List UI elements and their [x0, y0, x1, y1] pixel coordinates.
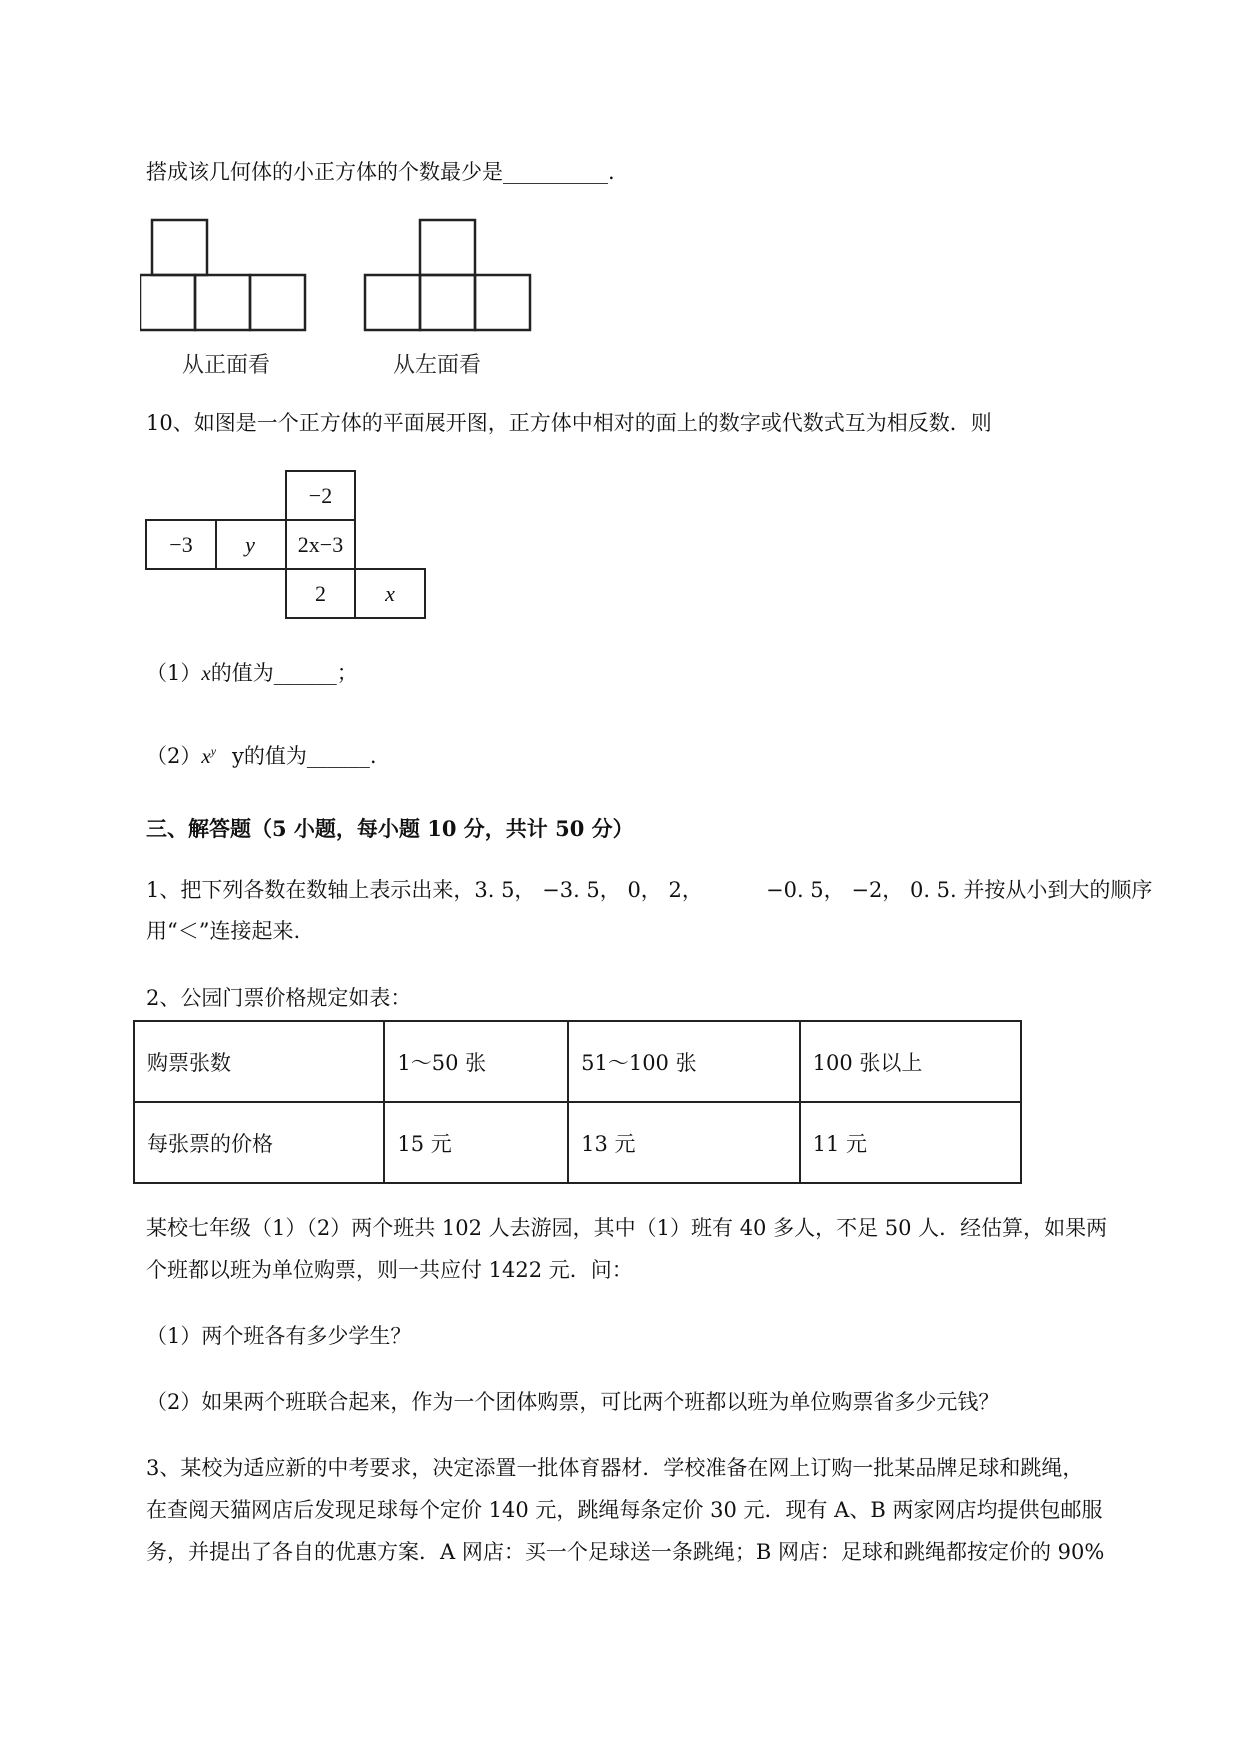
problem-2-body-line-1: 某校七年级（1）（2）两个班共 102 人去游园，其中（1）班有 40 多人，不足 50 人．经估算，如果两 [146, 1216, 1108, 1240]
problem-3-line-1: 3、某校为适应新的中考要求，决定添置一批体育器材．学校准备在网上订购一批某品牌足球和跳绳， [146, 1456, 1084, 1480]
net-cell-y: y [215, 519, 287, 570]
problem-1-line-1a: 1、把下列各数在数轴上表示出来，3. 5， −3. 5， 0， 2， [146, 878, 703, 902]
sub-label: （2） [146, 744, 202, 768]
answer-blank: __________ [503, 160, 608, 184]
left-view [365, 220, 530, 330]
question-text-continued [146, 156, 615, 188]
table-cell: 每张票的价格 [134, 1102, 384, 1183]
sub-question-2 [146, 735, 377, 772]
table-cell: 1～50 张 [384, 1021, 568, 1102]
three-view-diagram [140, 210, 560, 385]
problem-1-line-1b: −0. 5， −2， 0. 5. 并按从小到大的顺序 [766, 878, 1153, 902]
table-cell: 51～100 张 [568, 1021, 800, 1102]
front-view [140, 220, 305, 330]
problem-3-line-3: 务，并提出了各自的优惠方案．A 网店：买一个足球送一条跳绳；B 网店：足球和跳绳都按定价的 90% [146, 1540, 1105, 1564]
table-cell: 15 元 [384, 1102, 568, 1183]
table-row [134, 1102, 1021, 1183]
problem-2-intro: 2、公园门票价格规定如表： [146, 986, 412, 1010]
sub-label: （1） [146, 661, 202, 685]
net-cell-left: −3 [145, 519, 217, 570]
exponent: y [210, 744, 217, 758]
table-cell: 购票张数 [134, 1021, 384, 1102]
period: . [608, 160, 615, 184]
table-row [134, 1021, 1021, 1102]
table-cell: 100 张以上 [800, 1021, 1021, 1102]
sub-text: 的值为______； [210, 661, 358, 685]
question-10-text: 10、如图是一个正方体的平面展开图，正方体中相对的面上的数字或代数式互为相反数．则 [146, 411, 992, 435]
section-heading: 三、解答题（5 小题，每小题 10 分，共计 50 分） [146, 816, 634, 841]
left-view-label: 从左面看 [393, 353, 482, 378]
table-cell: 11 元 [800, 1102, 1021, 1183]
variable-x: x [201, 661, 211, 685]
net-cell-center: 2x−3 [285, 519, 356, 570]
sub-text: y的值为______. [232, 744, 377, 768]
sub-question-1 [146, 657, 358, 689]
front-view-label: 从正面看 [182, 353, 271, 378]
price-table [133, 1020, 1022, 1184]
question-text: 搭成该几何体的小正方体的个数最少是 [146, 160, 503, 184]
problem-1-line-2: 用“＜”连接起来. [146, 919, 301, 943]
problem-2-body-line-2: 个班都以班为单位购票，则一共应付 1422 元．问： [146, 1258, 633, 1282]
variable-x: x [201, 744, 211, 768]
net-cell-x: x [354, 568, 426, 619]
problem-2-question-1: （1）两个班各有多少学生？ [146, 1324, 412, 1348]
table-cell: 13 元 [568, 1102, 800, 1183]
problem-3-line-2: 在查阅天猫网店后发现足球每个定价 140 元，跳绳每条定价 30 元．现有 A、B 两家网店均提供包邮服 [146, 1498, 1103, 1522]
net-cell-top: −2 [285, 470, 356, 521]
net-cell-bottom: 2 [285, 568, 356, 619]
problem-2-question-2: （2）如果两个班联合起来，作为一个团体购票，可比两个班都以班为单位购票省多少元钱？ [146, 1390, 1000, 1414]
